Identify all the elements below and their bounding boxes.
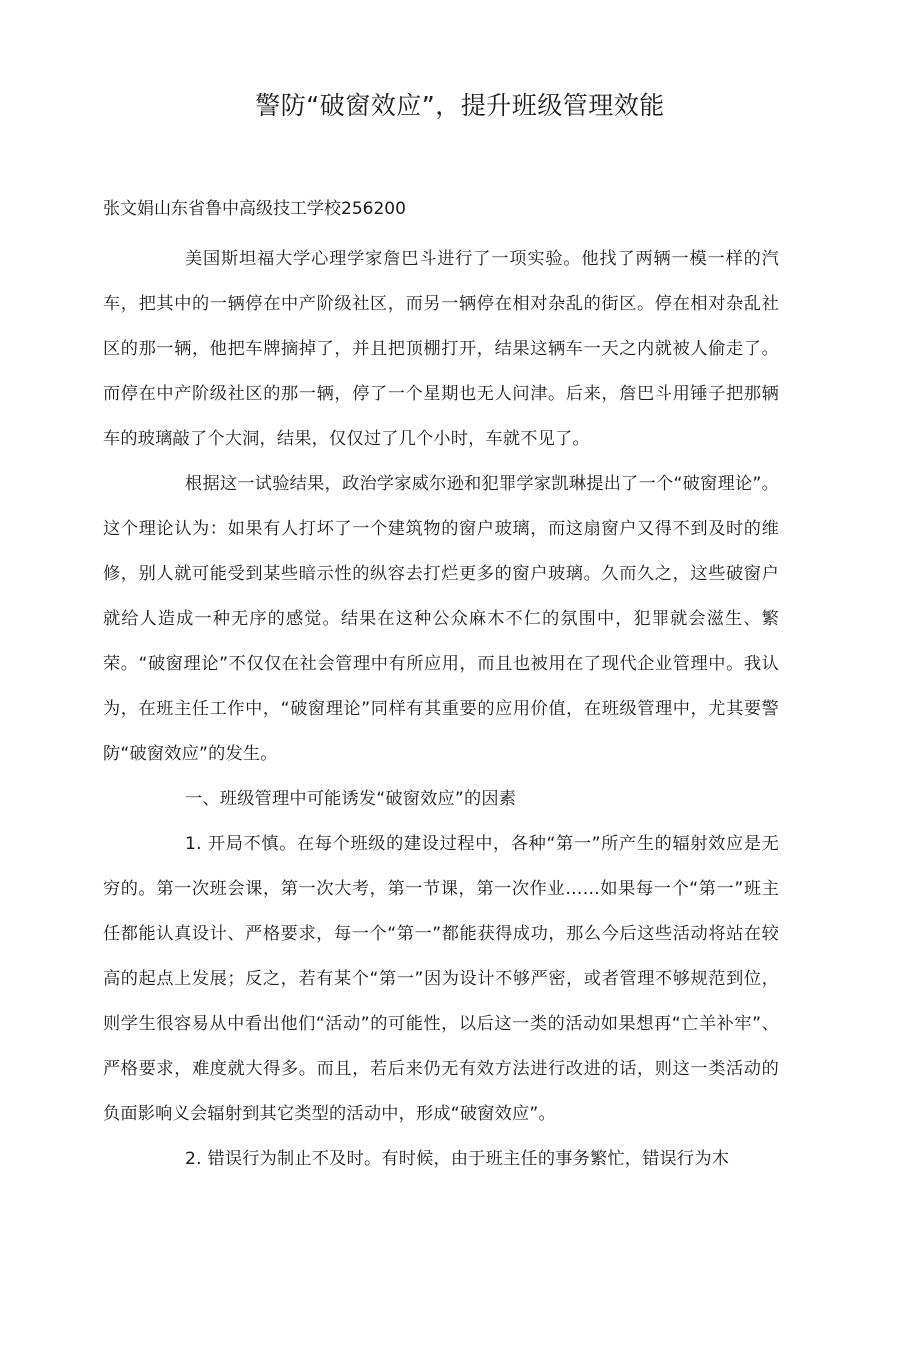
document-title: 警防“破窗效应”，提升班级管理效能 <box>255 91 665 120</box>
author-line: 张文娟山东省鲁中高级技工学校256200 <box>103 199 406 219</box>
list-item-late-correction: 2. 错误行为制止不及时。有时候，由于班主任的事务繁忙，错误行为木 <box>185 1149 730 1169</box>
section-heading: 一、班级管理中可能诱发“破窗效应”的因素 <box>185 789 517 809</box>
list-item-careless-start: 1. 开局不慎。在每个班级的建设过程中，各种“第一”所产生的辐射效应是无穷的。第一次班会课，第一次大考，第一节课，第一次作业……如果每一个“第一”班主任都能认真设计、严格要求，每一个“第一”都能获得成功，那么今后这些活动将站在较高的起点上发展；反之，若有某个“第一”因为设计不够严密，或者管理不够规范到位，则学生很容易从中看出他们“活动”的可能性，以后这一类的活动如果想再“亡羊补牢”、严格要求，难度就大得多。而且，若后来仍无有效方法进行改进的话，则这一类活动的负面影响义会辐射到其它类型的活动中，形成“破窗效应”。 <box>103 834 779 1124</box>
document-body <box>103 237 779 1182</box>
paragraph-broken-window-theory: 根据这一试验结果，政治学家威尔逊和犯罪学家凯琳提出了一个“破窗理论”。这个理论认为：如果有人打坏了一个建筑物的窗户玻璃，而这扇窗户又得不到及时的维修，别人就可能受到某些暗示性的纵容去打烂更多的窗户玻璃。久而久之，这些破窗户就给人造成一种无序的感觉。结果在这种公众麻木不仁的氛围中，犯罪就会滋生、繁荣。“破窗理论”不仅仅在社会管理中有所应用，而且也被用在了现代企业管理中。我认为，在班主任工作中，“破窗理论”同样有其重要的应用价值，在班级管理中，尤其要警防“破窗效应”的发生。 <box>103 474 779 764</box>
paragraph-experiment: 美国斯坦福大学心理学家詹巴斗进行了一项实验。他找了两辆一模一样的汽车，把其中的一辆停在中产阶级社区，而另一辆停在相对杂乱的街区。停在相对杂乱社区的那一辆，他把车牌摘掉了，并且把顶棚打开，结果这辆车一天之内就被人偷走了。而停在中产阶级社区的那一辆，停了一个星期也无人问津。后来，詹巴斗用锤子把那辆车的玻璃敲了个大洞，结果，仅仅过了几个小时，车就不见了。 <box>103 249 779 449</box>
